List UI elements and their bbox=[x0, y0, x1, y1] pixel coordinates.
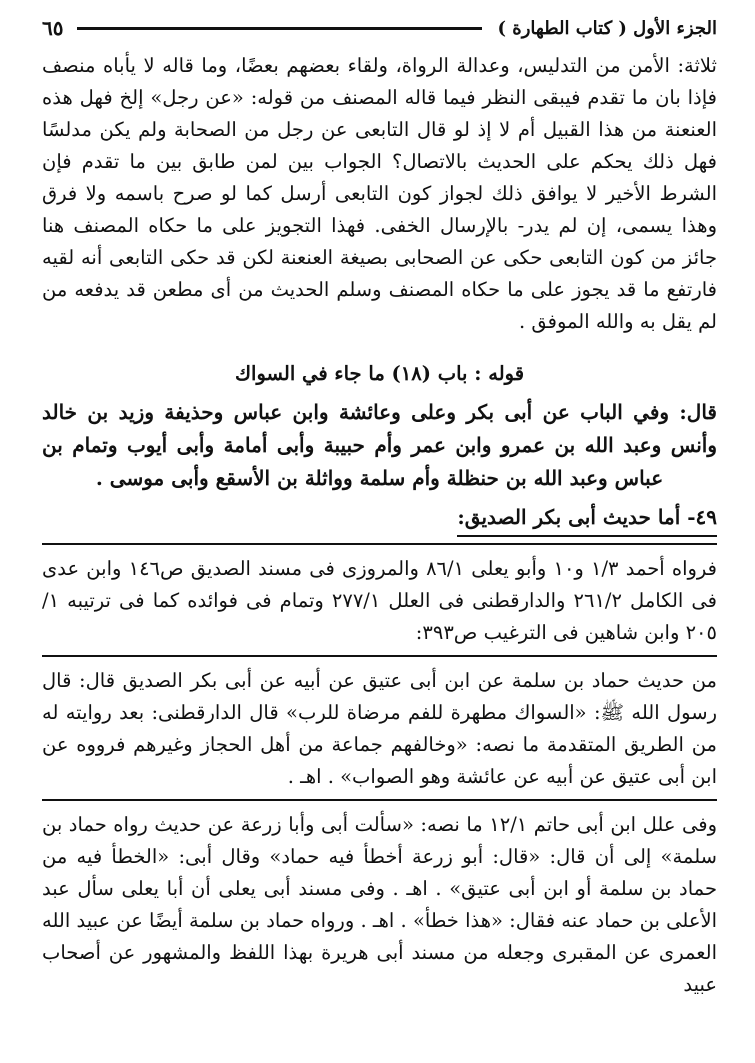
section-rule bbox=[42, 655, 717, 657]
ilal-paragraph: وفى علل ابن أبى حاتم ١٢/١ ما نصه: «سألت أبى وأبا زرعة عن حديث رواه حماد بن سلمة» إلى أن قال: «قال: أبو زرعة أخطأ فيه حماد» وقال أبى: «الخطأ فيه من حماد بن سلمة أو ابن أبى عتيق» . اهـ . وفى مسند أبى يعلى أن أبا يعلى سأل عبد الأعلى بن حماد عنه فقال: «هذا خطأ» . اهـ . ورواه حماد بن سلمة أيضًا عن عبيد الله العمرى عن المقبرى وجعله من مسند أبى هريرة بهذا اللفظ والمشهور عن أصحاب عبيد bbox=[42, 813, 718, 996]
page-number: ٦٥ bbox=[42, 16, 64, 40]
spacer bbox=[42, 338, 717, 348]
takhrij-paragraph: فرواه أحمد ١/٣ و١٠ وأبو يعلى ٨٦/١ والمروزى فى مسند الصديق ص١٤٦ وابن عدى فى الكامل ٢٦١/٢ والدارقطنى فى العلل ٢٧٧/١ وتمام فى فوائده كما فى ترتيبه ١/ ٢٠٥ وابن شاهين فى الترغيب ص٣٩٣: bbox=[42, 557, 717, 644]
hadith-heading: ٤٩- أما حديث أبى بكر الصديق: bbox=[457, 501, 717, 537]
hadith-heading-wrap bbox=[42, 497, 717, 537]
isnad-paragraph: من حديث حماد بن سلمة عن ابن أبى عتيق عن أبيه عن أبى بكر الصديق قال: قال رسول الله ﷺ: «السواك مطهرة للفم مرضاة للرب» قال الدارقطنى: بعد روايته له من الطريق المتقدمة ما نصه: «وخالفهم جماعة من أهل الحجاز وغيرهم فرووه عن ابن أبى عتيق عن أبيه عن عائشة وهو الصواب» . اهـ . bbox=[42, 669, 717, 788]
book-page bbox=[42, 12, 717, 1052]
section-rule bbox=[42, 799, 717, 801]
chapter-quote: قال: وفي الباب عن أبى بكر وعلى وعائشة وابن عباس وحذيفة وزيد بن خالد وأنس وعبد الله بن عمرو وابن عمر وأم حبيبة وأبى أمامة وأبى أيوب وتمام بن عباس وعبد الله بن حنظلة وأم سلمة وواثلة بن الأسقع وأبى موسى . bbox=[42, 400, 717, 490]
section-rule bbox=[42, 543, 717, 545]
running-title: الجزء الأول ( كتاب الطهارة ) bbox=[497, 17, 717, 39]
header-rule bbox=[77, 27, 481, 30]
intro-paragraph: ثلاثة: الأمن من التدليس، وعدالة الرواة، ولقاء بعضهم بعضًا، وما قاله لا يأباه منصف فإذا بان ما تقدم فيبقى النظر فيما قاله المصنف من قوله: «عن رجل» إلخ فهل هذه العنعنة من هذا القبيل أم لا إذ لو قال التابعى عن رجل من الصحابة ولم يكن مدلسًا فهل ذلك يحكم على الحديث بالاتصال؟ الجواب بين لمن طابق بين ما تقدم فإن الشرط الأخير لا يوافق ذلك لجواز كون التابعى أرسل كما لو صرح باسمه ولا فرق وهذا يسمى، إن لم يدر- بالإرسال الخفى. فهذا التجويز على ما حكاه المصنف هنا جائز من كون التابعى حكى عن الصحابى بصيغة العنعنة لكن قد حكى التابعى أنه لقيه فارتفع ما قد يجوز على ما حكاه المصنف وسلم الحديث من أى مطعن قد يدفعه من لم يقل به والله الموفق . bbox=[42, 54, 717, 333]
chapter-heading: قوله : باب (١٨) ما جاء في السواك bbox=[234, 362, 525, 385]
running-header bbox=[42, 12, 717, 44]
